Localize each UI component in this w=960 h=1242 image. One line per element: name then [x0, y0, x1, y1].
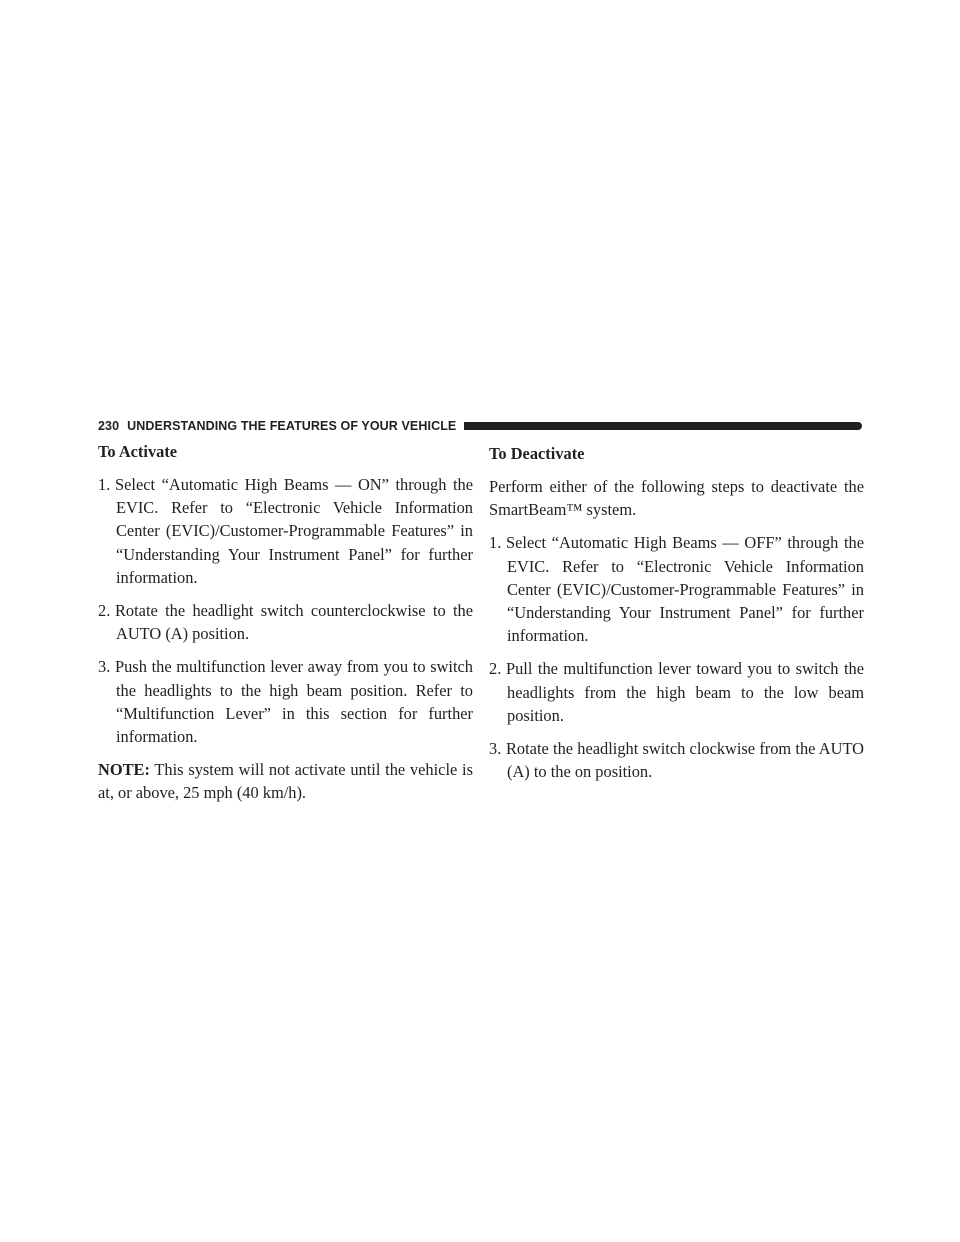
- right-column: [489, 440, 864, 793]
- deactivate-heading: To Deactivate: [489, 444, 585, 463]
- deactivate-steps: [489, 531, 864, 783]
- note-text: This system will not activate until the vehicle is at, or above, 25 mph (40 km/h).: [98, 760, 473, 803]
- deactivate-step-1: [489, 531, 864, 647]
- step-number: 3.: [98, 657, 111, 677]
- deactivate-step-2: [489, 657, 864, 727]
- step-text: Select “Automatic High Beams — ON” through the EVIC. Refer to “Electronic Vehicle Information Center (EVIC)/Customer-Programmable Features” in “Understanding Your Instrument Panel” for further information.: [115, 475, 473, 587]
- header-rule: [464, 422, 862, 430]
- step-number: 3.: [489, 739, 502, 759]
- activate-step-1: [98, 473, 473, 589]
- activate-heading: To Activate: [98, 442, 178, 461]
- step-number: 2.: [98, 601, 111, 621]
- deactivate-step-3: [489, 737, 864, 783]
- page-header: [98, 419, 862, 433]
- page-number: 230: [98, 419, 120, 433]
- step-text: Rotate the headlight switch clockwise from the AUTO (A) to the on position.: [506, 739, 864, 782]
- section-title: UNDERSTANDING THE FEATURES OF YOUR VEHICLE: [127, 419, 457, 433]
- step-text: Select “Automatic High Beams — OFF” through the EVIC. Refer to “Electronic Vehicle Information Center (EVIC)/Customer-Programmable Features” in “Understanding Your Instrument Panel” for further information.: [506, 533, 864, 646]
- left-column: [98, 440, 473, 815]
- note-label: NOTE:: [98, 760, 150, 780]
- step-text: Push the multifunction lever away from you to switch the headlights to the high beam position. Refer to “Multifunction Lever” in this section for further information.: [115, 657, 473, 747]
- step-number: 1.: [489, 533, 502, 553]
- note: [98, 758, 473, 804]
- deactivate-intro: Perform either of the following steps to deactivate the SmartBeam™ system.: [489, 477, 864, 520]
- step-number: 2.: [489, 659, 502, 679]
- activate-step-2: [98, 599, 473, 645]
- step-text: Rotate the headlight switch counterclockwise to the AUTO (A) position.: [115, 601, 473, 644]
- activate-step-3: [98, 655, 473, 748]
- step-text: Pull the multifunction lever toward you to switch the headlights from the high beam to the low beam position.: [506, 659, 864, 725]
- step-number: 1.: [98, 475, 111, 494]
- activate-steps: [98, 473, 473, 748]
